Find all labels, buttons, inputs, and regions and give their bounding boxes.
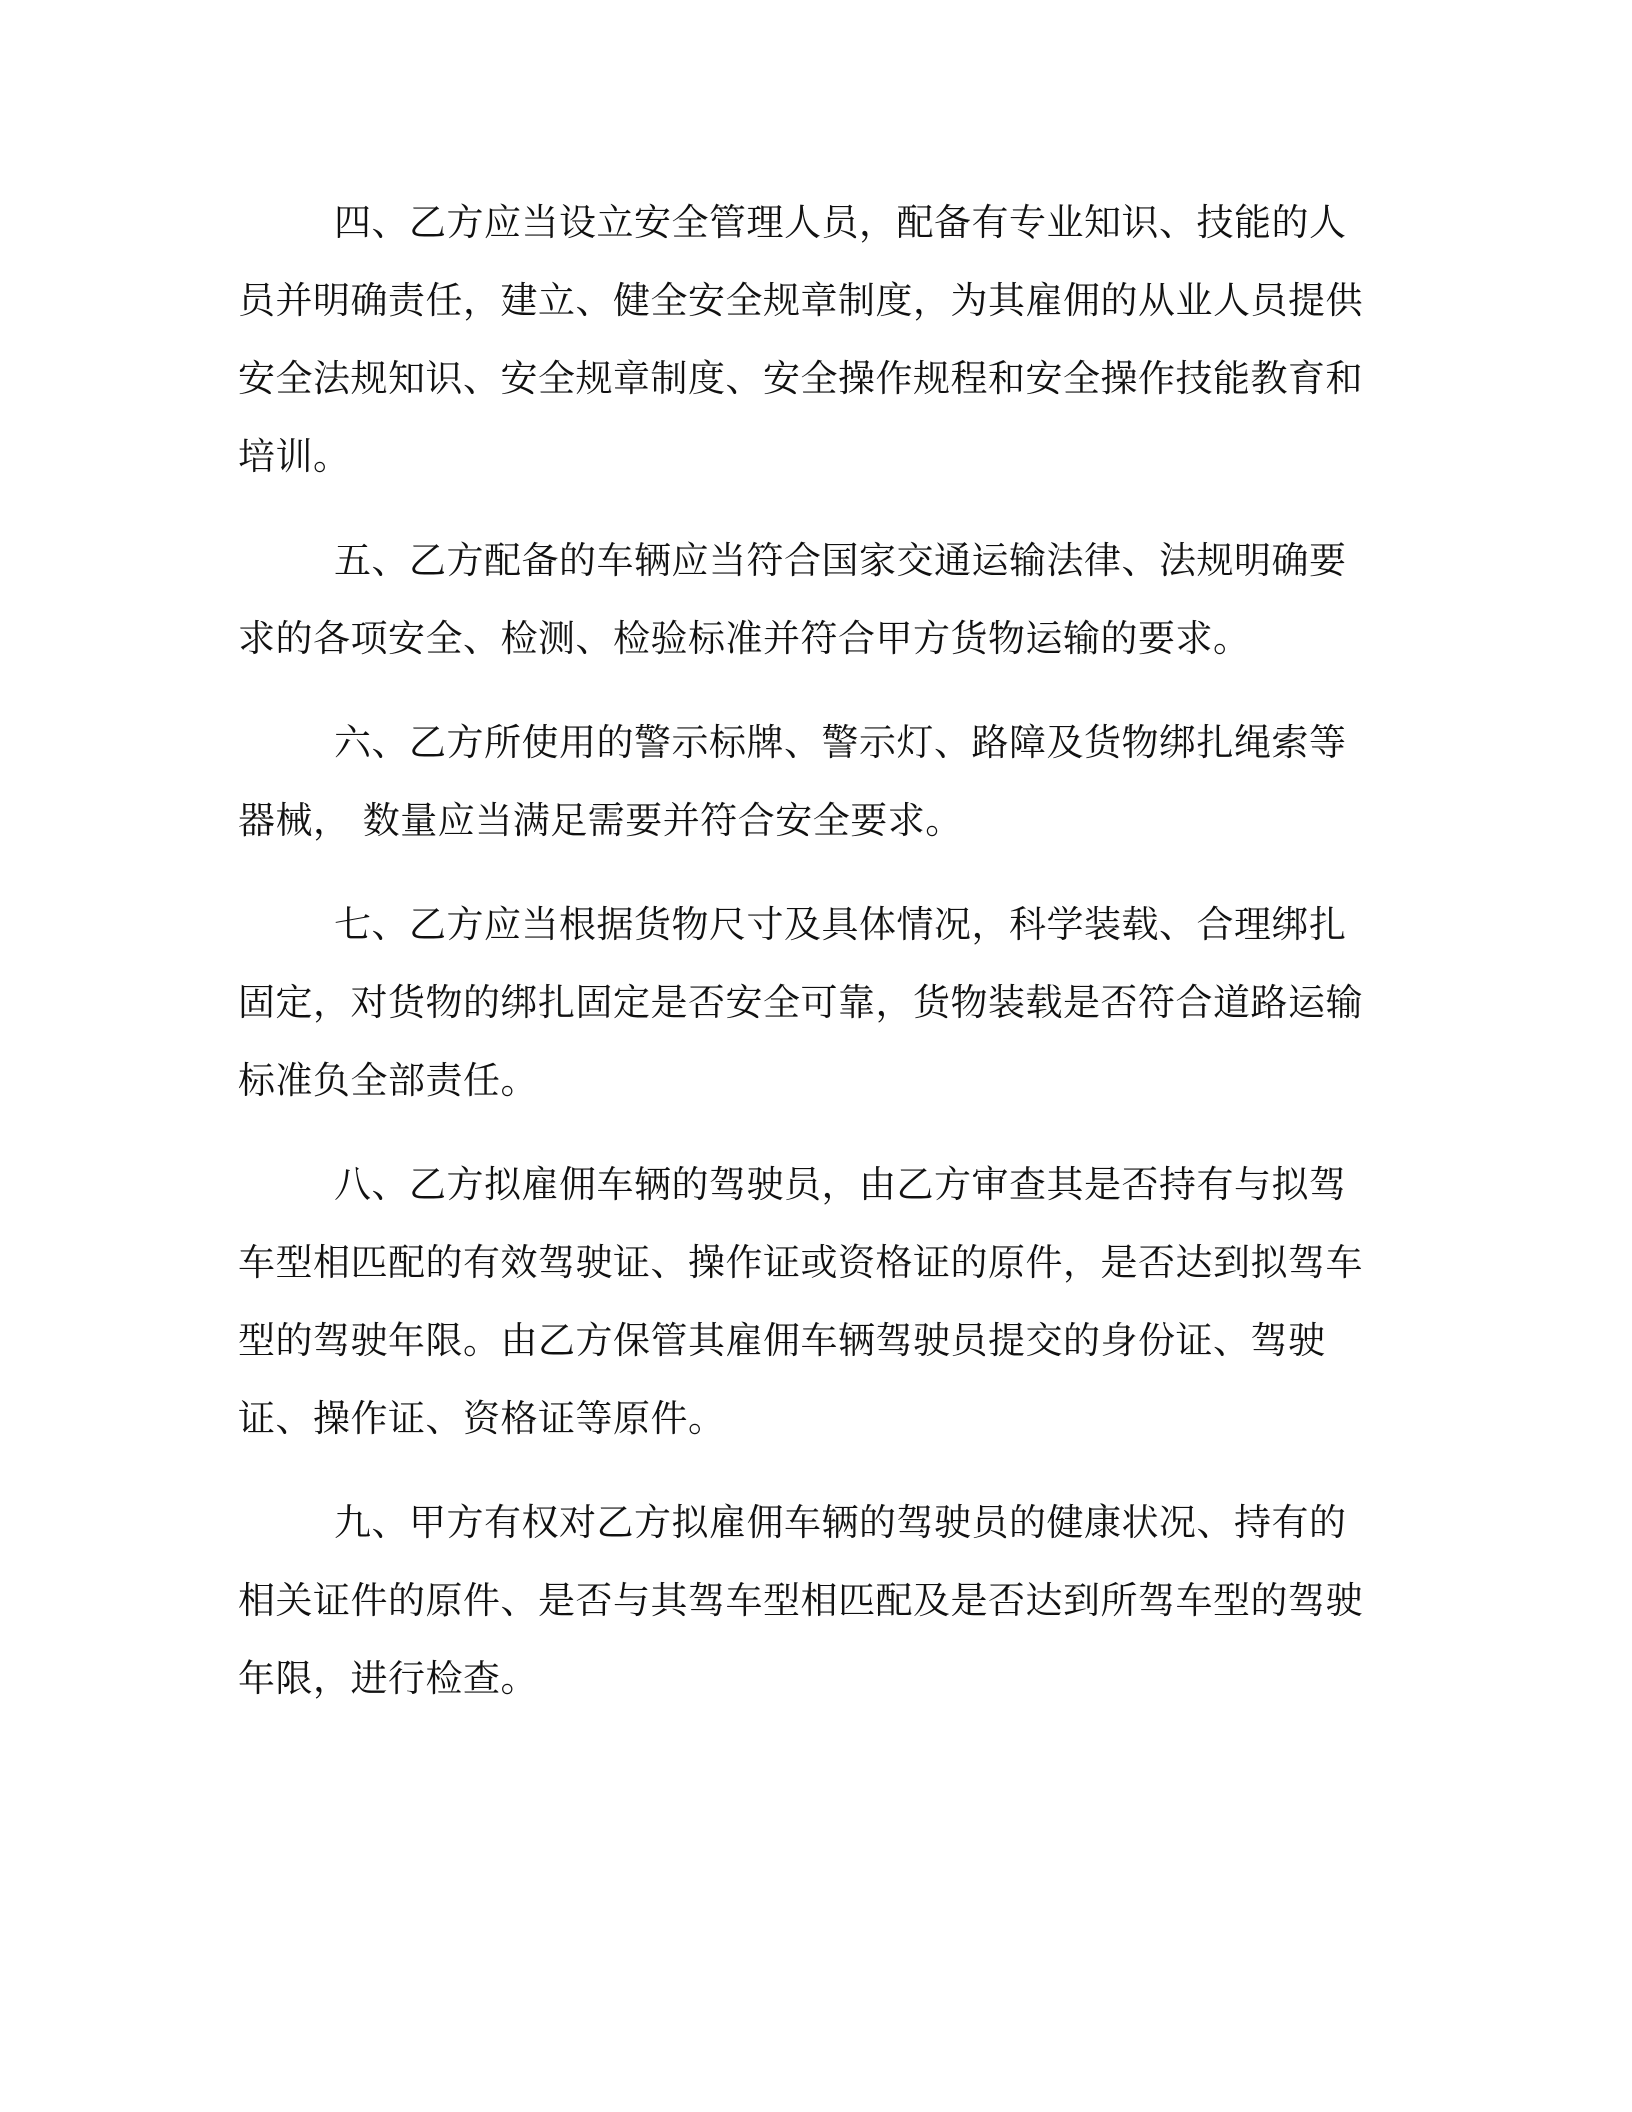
clause-4: 四、乙方应当设立安全管理人员，配备有专业知识、技能的人员并明确责任，建立、健全安全规章制度，为其雇佣的从业人员提供安全法规知识、安全规章制度、安全操作规程和安全操作技能教育和培训。 bbox=[238, 201, 1363, 478]
clause-6: 六、乙方所使用的警示标牌、警示灯、路障及货物绑扎绳索等器械， 数量应当满足需要并符合安全要求。 bbox=[238, 721, 1347, 842]
document-body bbox=[238, 184, 1378, 1744]
clause-8: 八、乙方拟雇佣车辆的驾驶员，由乙方审查其是否持有与拟驾车型相匹配的有效驾驶证、操作证或资格证的原件，是否达到拟驾车型的驾驶年限。由乙方保管其雇佣车辆驾驶员提交的身份证、驾驶证、操作证、资格证等原件。 bbox=[238, 1163, 1363, 1440]
clause-5: 五、乙方配备的车辆应当符合国家交通运输法律、法规明确要求的各项安全、检测、检验标准并符合甲方货物运输的要求。 bbox=[238, 539, 1347, 660]
clause-7: 七、乙方应当根据货物尺寸及具体情况，科学装载、合理绑扎固定，对货物的绑扎固定是否安全可靠，货物装载是否符合道路运输标准负全部责任。 bbox=[238, 903, 1363, 1102]
clause-9: 九、甲方有权对乙方拟雇佣车辆的驾驶员的健康状况、持有的相关证件的原件、是否与其驾车型相匹配及是否达到所驾车型的驾驶年限，进行检查。 bbox=[238, 1501, 1363, 1700]
